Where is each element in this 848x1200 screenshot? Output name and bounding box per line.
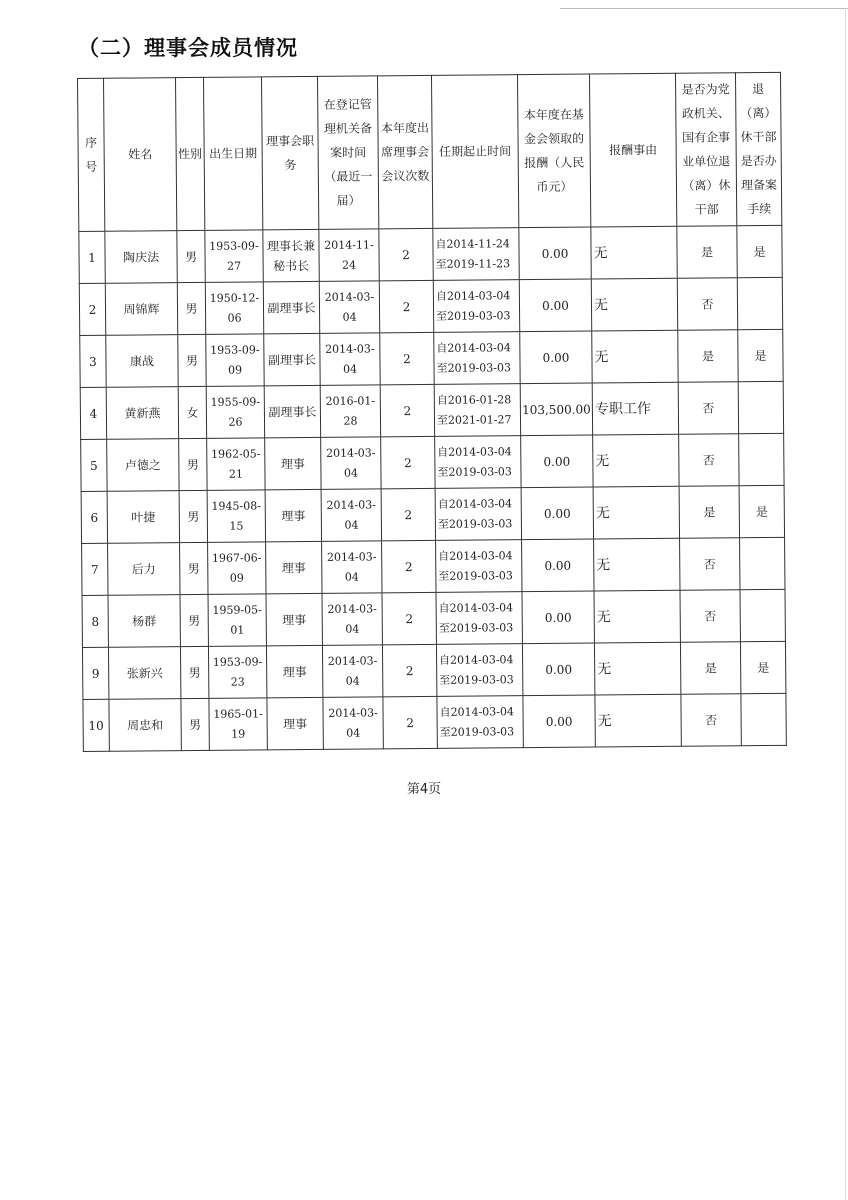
cell-meetings: 2 bbox=[379, 280, 433, 332]
cell-name: 黄新燕 bbox=[106, 387, 178, 440]
cell-name: 后力 bbox=[108, 543, 180, 596]
cell-seq: 10 bbox=[83, 699, 109, 751]
term-end: 至2019-03-03 bbox=[439, 672, 514, 687]
header-term: 任期起止时间 bbox=[431, 75, 518, 229]
cell-seq: 6 bbox=[81, 491, 107, 543]
cell-name: 康战 bbox=[106, 335, 178, 388]
cell-birth: 1965-01-19 bbox=[209, 698, 267, 751]
cell-reason: 无 bbox=[595, 694, 681, 747]
term-end: 至2019-03-03 bbox=[437, 516, 513, 531]
cell-birth: 1955-09-26 bbox=[206, 386, 264, 439]
term-end: 至2019-11-23 bbox=[435, 256, 511, 271]
cell-position: 理事长兼秘书长 bbox=[263, 229, 319, 281]
cell-pay: 0.00 bbox=[523, 695, 595, 748]
cell-position: 理事 bbox=[265, 437, 321, 489]
term-end: 至2019-03-03 bbox=[436, 360, 512, 375]
cell-seq: 2 bbox=[79, 283, 105, 335]
board-members-table bbox=[77, 72, 787, 752]
table-row bbox=[80, 329, 783, 387]
cell-retired: 否 bbox=[679, 434, 739, 487]
term-end: 至2021-01-27 bbox=[436, 412, 512, 427]
cell-retired: 否 bbox=[677, 278, 737, 331]
cell-pay: 0.00 bbox=[520, 331, 592, 384]
cell-record: 是 bbox=[740, 641, 785, 693]
cell-birth: 1962-05-21 bbox=[207, 438, 265, 491]
cell-meetings: 2 bbox=[382, 592, 436, 644]
term-end: 至2019-03-03 bbox=[437, 464, 512, 479]
cell-retired: 是 bbox=[677, 226, 737, 279]
cell-gender: 男 bbox=[177, 230, 205, 282]
term-start: 自2014-03-04 bbox=[439, 704, 515, 719]
cell-term bbox=[434, 332, 520, 385]
cell-position: 副理事长 bbox=[264, 333, 320, 385]
header-meetings: 本年度出席理事会会议次数 bbox=[377, 75, 432, 228]
cell-retired: 是 bbox=[680, 642, 740, 695]
cell-term bbox=[433, 228, 519, 281]
cell-filing: 2014-03-04 bbox=[321, 489, 381, 542]
cell-filing: 2014-03-04 bbox=[321, 437, 381, 490]
cell-birth: 1953-09-23 bbox=[208, 646, 266, 699]
cell-name: 陶庆法 bbox=[105, 231, 177, 284]
cell-filing: 2014-03-04 bbox=[323, 697, 383, 750]
cell-position: 理事 bbox=[266, 593, 322, 645]
cell-term bbox=[433, 280, 519, 333]
cell-term bbox=[436, 592, 522, 645]
cell-position: 理事 bbox=[265, 489, 321, 541]
cell-birth: 1953-09-09 bbox=[206, 334, 264, 387]
cell-pay: 0.00 bbox=[522, 539, 594, 592]
cell-birth: 1945-08-15 bbox=[207, 490, 265, 543]
header-seq: 序号 bbox=[78, 78, 105, 231]
cell-name: 卢德之 bbox=[107, 439, 179, 492]
cell-reason: 专职工作 bbox=[592, 382, 678, 435]
cell-gender: 男 bbox=[180, 646, 208, 698]
term-start: 自2014-03-04 bbox=[435, 288, 511, 303]
cell-retired: 是 bbox=[679, 486, 739, 539]
term-end: 至2019-03-03 bbox=[438, 568, 513, 583]
cell-position: 理事 bbox=[266, 645, 322, 697]
cell-pay: 103,500.00 bbox=[520, 383, 592, 436]
cell-reason: 无 bbox=[591, 226, 677, 279]
cell-record bbox=[740, 537, 785, 589]
cell-filing: 2014-03-04 bbox=[322, 593, 382, 646]
cell-record bbox=[739, 433, 784, 485]
cell-gender: 男 bbox=[181, 698, 209, 750]
cell-reason: 无 bbox=[594, 642, 680, 695]
cell-seq: 8 bbox=[82, 595, 108, 647]
cell-term bbox=[434, 384, 520, 437]
table-row bbox=[79, 225, 782, 283]
cell-reason: 无 bbox=[593, 486, 679, 539]
cell-seq: 5 bbox=[81, 439, 107, 491]
table-row bbox=[82, 537, 785, 595]
term-start: 自2016-01-28 bbox=[436, 392, 512, 407]
header-pay: 本年度在基金会领取的报酬（人民币元） bbox=[517, 74, 590, 228]
cell-meetings: 2 bbox=[379, 228, 433, 280]
cell-pay: 0.00 bbox=[522, 643, 594, 696]
term-start: 自2014-03-04 bbox=[438, 548, 513, 563]
cell-meetings: 2 bbox=[383, 696, 437, 748]
cell-retired: 是 bbox=[678, 330, 738, 383]
cell-gender: 男 bbox=[179, 438, 207, 490]
cell-retired: 否 bbox=[681, 694, 741, 747]
cell-retired: 否 bbox=[680, 590, 740, 643]
cell-gender: 男 bbox=[177, 282, 205, 334]
term-start: 自2014-03-04 bbox=[436, 340, 511, 355]
cell-retired: 否 bbox=[678, 382, 738, 435]
cell-meetings: 2 bbox=[380, 332, 434, 384]
cell-position: 理事 bbox=[267, 697, 323, 749]
cell-name: 张新兴 bbox=[108, 647, 180, 700]
cell-record bbox=[740, 589, 785, 641]
cell-name: 叶捷 bbox=[107, 491, 179, 544]
cell-seq: 3 bbox=[80, 335, 106, 387]
cell-name: 周锦辉 bbox=[105, 283, 177, 336]
cell-birth: 1953-09-27 bbox=[205, 230, 263, 283]
cell-term bbox=[435, 436, 521, 489]
cell-term bbox=[437, 696, 523, 749]
cell-meetings: 2 bbox=[382, 540, 436, 592]
cell-seq: 1 bbox=[79, 231, 105, 283]
page-number: 第4页 bbox=[406, 782, 442, 797]
cell-record: 是 bbox=[738, 329, 783, 381]
cell-meetings: 2 bbox=[381, 488, 435, 540]
table-row bbox=[82, 589, 785, 647]
cell-position: 副理事长 bbox=[263, 281, 319, 333]
table-row bbox=[83, 693, 786, 751]
cell-reason: 无 bbox=[592, 330, 678, 383]
cell-record: 是 bbox=[737, 225, 782, 277]
cell-seq: 9 bbox=[82, 647, 108, 699]
cell-reason: 无 bbox=[591, 278, 677, 331]
term-start: 自2014-03-04 bbox=[439, 652, 514, 667]
header-retired: 是否为党政机关、国有企事业单位退（离）休干部 bbox=[675, 73, 736, 227]
table-row bbox=[80, 381, 783, 439]
term-end: 至2019-03-03 bbox=[439, 724, 515, 739]
cell-filing: 2014-03-04 bbox=[322, 645, 382, 698]
header-gender: 性别 bbox=[176, 77, 205, 230]
table-row bbox=[82, 641, 785, 699]
cell-pay: 0.00 bbox=[522, 591, 594, 644]
cell-name: 周忠和 bbox=[109, 699, 181, 752]
cell-gender: 男 bbox=[180, 594, 208, 646]
cell-gender: 男 bbox=[180, 542, 208, 594]
cell-position: 副理事长 bbox=[264, 385, 320, 437]
term-start: 自2014-03-04 bbox=[437, 496, 513, 511]
cell-record bbox=[741, 693, 786, 745]
header-filing: 在登记管理机关备案时间（最近一届） bbox=[317, 76, 378, 230]
cell-reason: 无 bbox=[593, 434, 679, 487]
cell-reason: 无 bbox=[594, 590, 680, 643]
cell-meetings: 2 bbox=[380, 384, 434, 436]
cell-term bbox=[435, 488, 521, 541]
cell-meetings: 2 bbox=[381, 436, 435, 488]
cell-record bbox=[738, 381, 783, 433]
cell-term bbox=[436, 540, 522, 593]
cell-record bbox=[737, 277, 782, 329]
header-record: 退（离）休干部是否办理备案手续 bbox=[735, 72, 781, 225]
term-start: 自2014-11-24 bbox=[435, 236, 510, 251]
cell-pay: 0.00 bbox=[519, 279, 591, 332]
cell-filing: 2016-01-28 bbox=[320, 385, 380, 438]
cell-filing: 2014-11-24 bbox=[319, 229, 379, 282]
header-position: 理事会职务 bbox=[261, 76, 318, 229]
term-start: 自2014-03-04 bbox=[437, 444, 512, 459]
cell-filing: 2014-03-04 bbox=[320, 333, 380, 386]
cell-record: 是 bbox=[739, 485, 784, 537]
cell-meetings: 2 bbox=[382, 644, 436, 696]
table-row bbox=[81, 433, 784, 491]
cell-pay: 0.00 bbox=[521, 435, 593, 488]
table-row bbox=[81, 485, 784, 543]
cell-filing: 2014-03-04 bbox=[322, 541, 382, 594]
scan-edge-top bbox=[560, 8, 848, 9]
table-row bbox=[79, 277, 782, 335]
term-end: 至2019-03-03 bbox=[438, 620, 514, 635]
cell-gender: 男 bbox=[179, 490, 207, 542]
cell-pay: 0.00 bbox=[521, 487, 593, 540]
term-start: 自2014-03-04 bbox=[438, 600, 514, 615]
header-name: 姓名 bbox=[104, 78, 177, 232]
cell-birth: 1967-06-09 bbox=[208, 542, 266, 595]
table-body bbox=[79, 225, 787, 751]
cell-position: 理事 bbox=[266, 541, 322, 593]
cell-pay: 0.00 bbox=[519, 227, 591, 280]
cell-filing: 2014-03-04 bbox=[319, 281, 379, 334]
cell-seq: 4 bbox=[80, 387, 106, 439]
cell-seq: 7 bbox=[82, 543, 108, 595]
section-title: （二）理事会成员情况 bbox=[78, 36, 298, 60]
cell-name: 杨群 bbox=[108, 595, 180, 648]
cell-birth: 1959-05-01 bbox=[208, 594, 266, 647]
cell-gender: 女 bbox=[178, 386, 206, 438]
header-reason: 报酬事由 bbox=[589, 73, 676, 227]
cell-gender: 男 bbox=[178, 334, 206, 386]
header-birth: 出生日期 bbox=[203, 77, 262, 231]
table-header-row bbox=[78, 72, 782, 231]
cell-retired: 否 bbox=[680, 538, 740, 591]
cell-birth: 1950-12-06 bbox=[205, 282, 263, 335]
cell-term bbox=[436, 644, 522, 697]
term-end: 至2019-03-03 bbox=[436, 308, 511, 323]
cell-reason: 无 bbox=[594, 538, 680, 591]
scan-edge-right bbox=[845, 8, 846, 1200]
